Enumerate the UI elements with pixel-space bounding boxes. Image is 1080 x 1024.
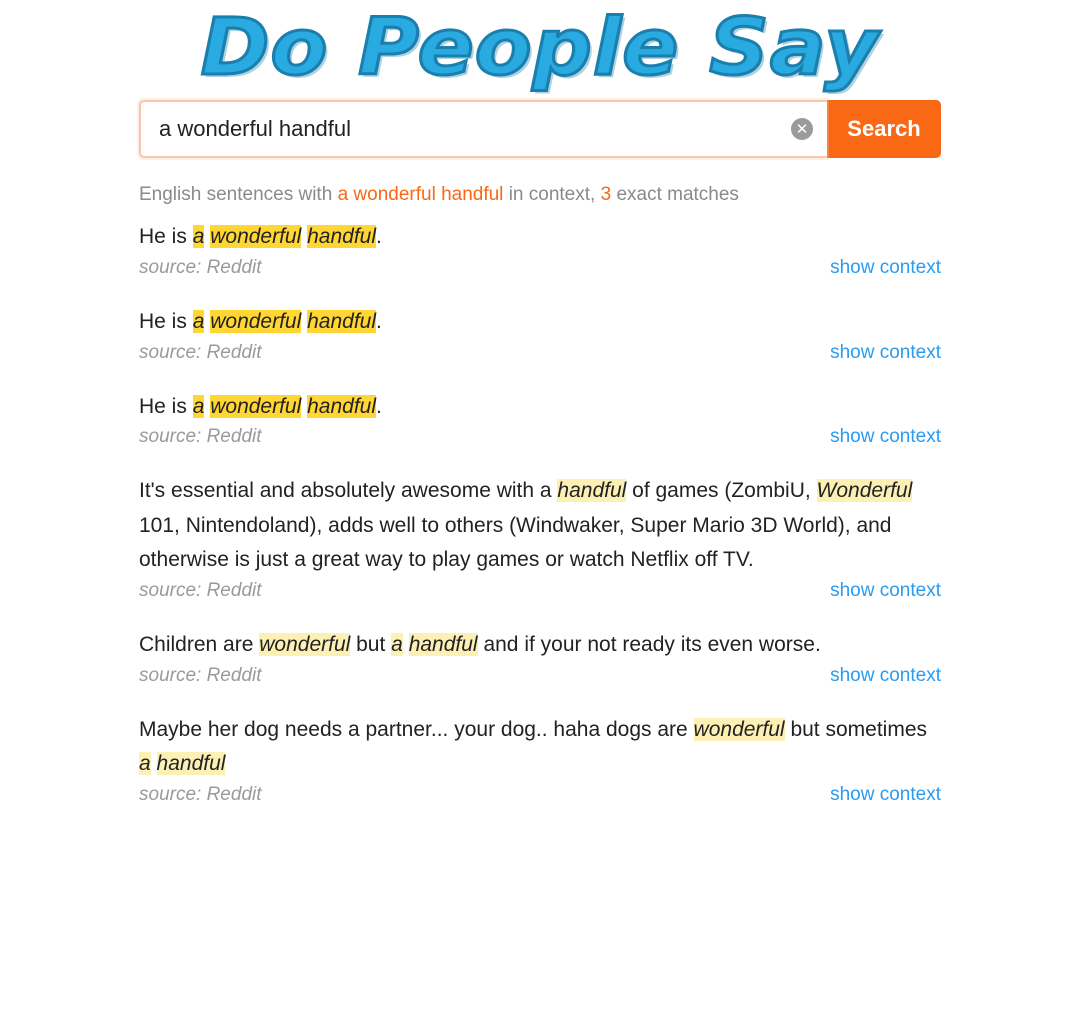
result-meta bbox=[139, 342, 941, 364]
sentence-highlight: wonderful bbox=[210, 309, 302, 333]
site-logo-text: Do People Say bbox=[200, 3, 880, 93]
sentence-text: He is bbox=[139, 309, 193, 333]
result-item bbox=[139, 390, 941, 449]
sentence-highlight: a bbox=[192, 309, 205, 333]
search-input[interactable] bbox=[141, 102, 827, 156]
sentence-highlight: handful bbox=[307, 394, 377, 418]
sentence-text: 101, Nintendoland), adds well to others (Windwaker, Super Mario 3D World), and otherwise is just a great way to play games or watch Netflix off TV. bbox=[139, 513, 892, 572]
result-meta bbox=[139, 257, 941, 279]
search-bar bbox=[139, 100, 941, 158]
results-list bbox=[139, 220, 941, 806]
result-sentence bbox=[139, 390, 941, 425]
result-meta bbox=[139, 580, 941, 602]
sentence-text: . bbox=[376, 394, 382, 418]
result-source: source: Reddit bbox=[139, 784, 262, 805]
sentence-text bbox=[403, 633, 409, 656]
result-source: source: Reddit bbox=[139, 341, 262, 363]
show-context-link[interactable]: show context bbox=[830, 426, 941, 448]
sentence-highlight: a bbox=[192, 225, 205, 249]
sentence-highlight: a bbox=[139, 752, 151, 776]
result-meta bbox=[139, 665, 941, 687]
sentence-text: but bbox=[350, 633, 392, 657]
result-item bbox=[139, 474, 941, 602]
sentence-highlight: wonderful bbox=[259, 633, 351, 657]
sentence-text: He is bbox=[139, 225, 193, 249]
sentence-text: . bbox=[376, 225, 382, 249]
result-item bbox=[139, 305, 941, 364]
sentence-highlight: Wonderful bbox=[816, 479, 913, 503]
sentence-highlight: handful bbox=[307, 225, 377, 249]
show-context-link[interactable]: show context bbox=[830, 664, 941, 686]
result-item bbox=[139, 628, 941, 687]
result-item bbox=[139, 713, 941, 806]
sentence-text: Children are bbox=[139, 633, 260, 657]
sentence-text: He is bbox=[139, 394, 193, 418]
sentence-text: . bbox=[376, 309, 382, 333]
clear-icon[interactable]: ✕ bbox=[791, 118, 813, 140]
sentence-highlight: wonderful bbox=[210, 225, 302, 249]
sentence-text: of games (ZombiU, bbox=[626, 479, 817, 503]
search-button[interactable]: Search bbox=[827, 100, 941, 158]
show-context-link[interactable]: show context bbox=[830, 256, 941, 278]
sentence-highlight: handful bbox=[557, 479, 627, 503]
show-context-link[interactable]: show context bbox=[830, 580, 941, 602]
result-sentence bbox=[139, 474, 941, 578]
summary-count: 3 bbox=[600, 184, 612, 206]
summary-query: a wonderful handful bbox=[337, 184, 504, 206]
sentence-highlight: a bbox=[391, 633, 403, 657]
show-context-link[interactable]: show context bbox=[830, 784, 941, 805]
search-field[interactable] bbox=[139, 100, 827, 158]
result-source: source: Reddit bbox=[139, 580, 262, 602]
summary-prefix: English sentences with bbox=[139, 184, 333, 206]
result-source: source: Reddit bbox=[139, 664, 262, 686]
sentence-text: Maybe her dog needs a partner... your dog.. haha dogs are bbox=[139, 717, 694, 741]
result-meta bbox=[139, 426, 941, 448]
results-summary bbox=[139, 184, 941, 206]
sentence-highlight: handful bbox=[156, 752, 226, 776]
show-context-link[interactable]: show context bbox=[830, 341, 941, 363]
summary-middle: in context, bbox=[508, 184, 596, 206]
sentence-text: but sometimes bbox=[784, 717, 927, 741]
result-sentence bbox=[139, 220, 941, 255]
sentence-text: It's essential and absolutely awesome with a bbox=[139, 479, 558, 503]
results-section bbox=[139, 158, 941, 806]
sentence-highlight: wonderful bbox=[210, 394, 302, 418]
sentence-text bbox=[151, 752, 157, 775]
result-source: source: Reddit bbox=[139, 256, 262, 278]
sentence-highlight: wonderful bbox=[693, 717, 785, 741]
result-sentence bbox=[139, 305, 941, 340]
sentence-highlight: handful bbox=[307, 309, 377, 333]
result-item bbox=[139, 220, 941, 279]
result-sentence bbox=[139, 628, 941, 663]
sentence-highlight: a bbox=[192, 394, 205, 418]
result-meta bbox=[139, 784, 941, 806]
site-logo bbox=[0, 0, 1080, 93]
sentence-text: and if your not ready its even worse. bbox=[477, 633, 821, 657]
sentence-highlight: handful bbox=[408, 633, 478, 657]
result-source: source: Reddit bbox=[139, 426, 262, 448]
summary-suffix: exact matches bbox=[616, 184, 739, 206]
result-sentence bbox=[139, 713, 941, 782]
